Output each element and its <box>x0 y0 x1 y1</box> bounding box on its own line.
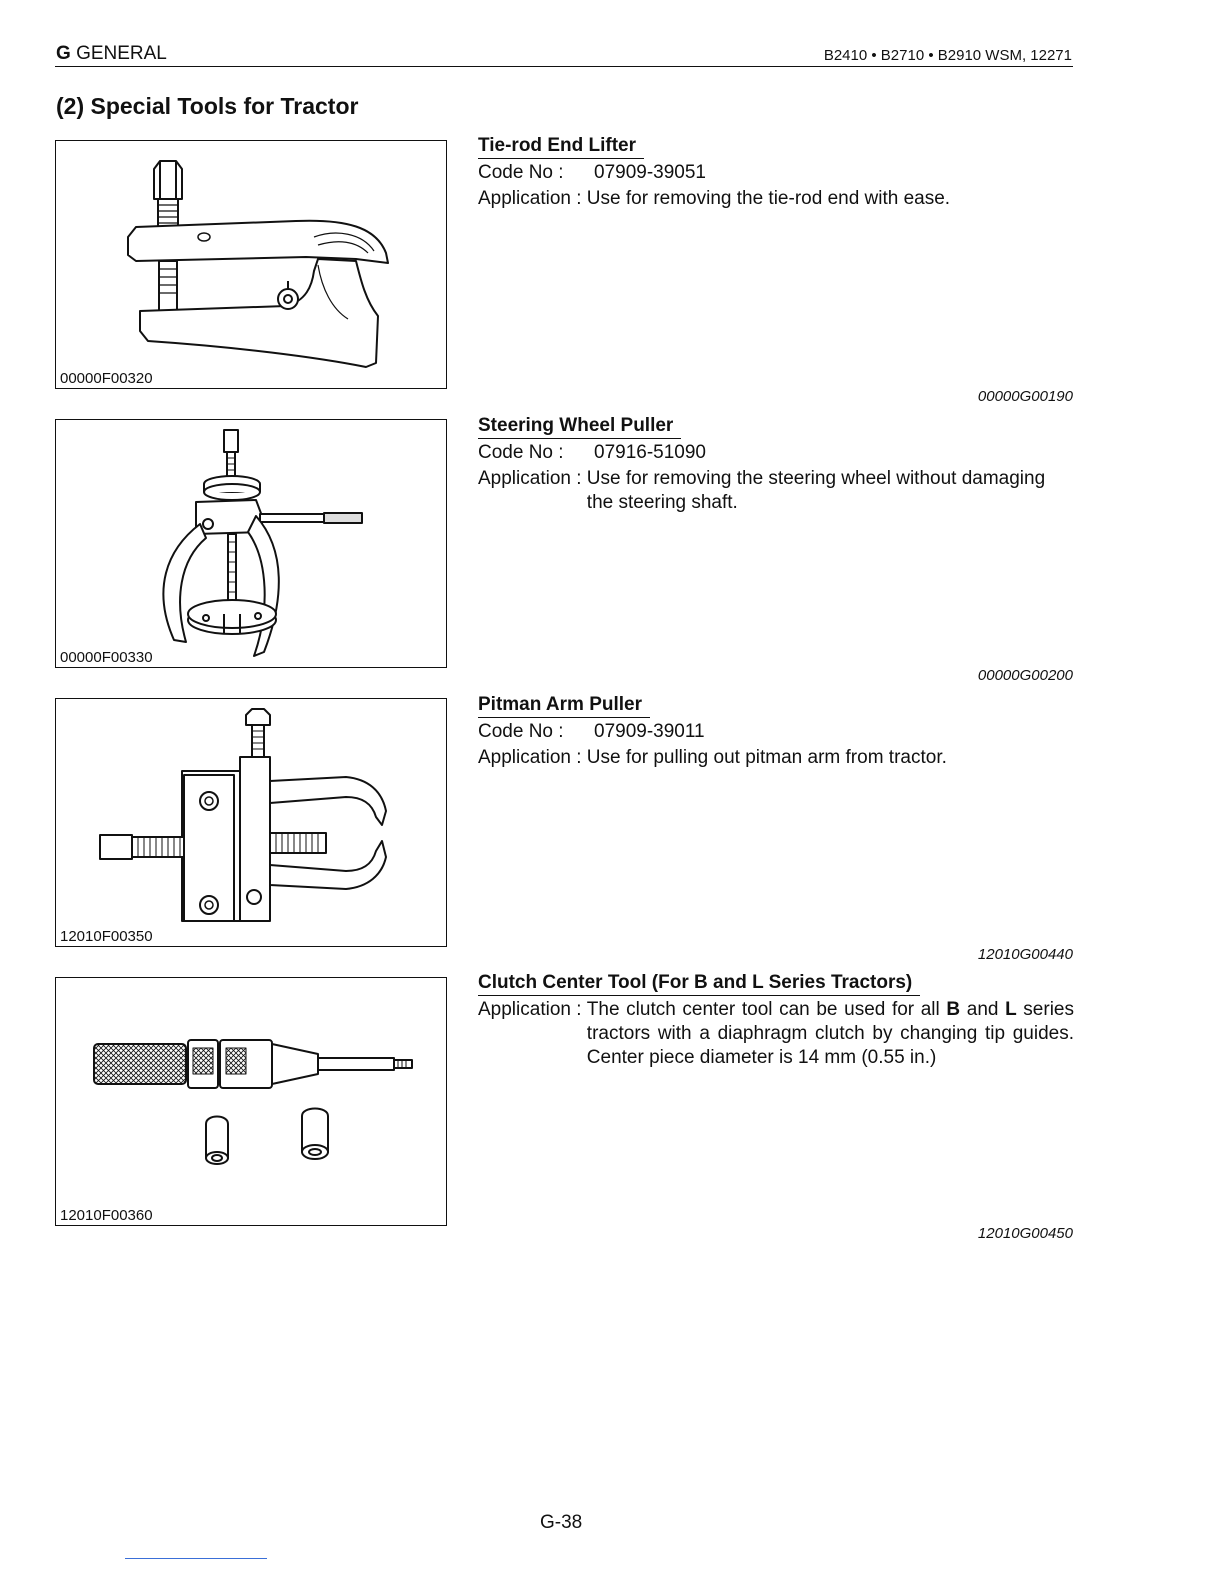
tool-tie-rod-end-lifter <box>478 134 1074 211</box>
code-row <box>478 441 1074 465</box>
code-value: 07916-51090 <box>594 442 706 463</box>
page-number: G-38 <box>540 1512 583 1533</box>
figure-code: 00000F00330 <box>60 649 153 666</box>
reference-code: 00000G00190 <box>977 388 1073 405</box>
figure-code: 12010F00350 <box>60 928 153 945</box>
figure-code: 12010F00360 <box>60 1207 153 1224</box>
application-row <box>478 467 1074 515</box>
tool-name: Clutch Center Tool (For B and L Series Tractors) <box>478 971 920 996</box>
application-label: Application : <box>478 468 582 489</box>
tie-rod-end-lifter-illustration <box>56 141 446 388</box>
figure-clutch-center-tool <box>55 977 447 1226</box>
application-text <box>587 998 1074 1070</box>
tool-clutch-center-tool <box>478 971 1074 1070</box>
figure-steering-wheel-puller <box>55 419 447 668</box>
series-l: L <box>1005 999 1017 1020</box>
application-row <box>478 746 1074 770</box>
tool-steering-wheel-puller <box>478 414 1074 515</box>
application-row <box>478 998 1074 1070</box>
tool-name: Tie-rod End Lifter <box>478 134 644 159</box>
application-text-part: The clutch center tool can be used for all <box>586 999 947 1020</box>
steering-wheel-puller-illustration <box>56 420 446 667</box>
code-row <box>478 161 1074 185</box>
application-label: Application : <box>478 999 582 1020</box>
tool-name: Steering Wheel Puller <box>478 414 681 439</box>
tool-name: Pitman Arm Puller <box>478 693 650 718</box>
section-header <box>56 43 167 65</box>
code-value: 07909-39051 <box>594 162 706 183</box>
code-label: Code No : <box>478 162 564 183</box>
application-text: Use for removing the tie-rod end with ease. <box>586 188 951 209</box>
pitman-arm-puller-illustration <box>56 699 446 946</box>
figure-code: 00000F00320 <box>60 370 153 387</box>
tool-pitman-arm-puller <box>478 693 1074 770</box>
reference-code: 12010G00440 <box>977 946 1073 963</box>
header-rule <box>55 66 1073 67</box>
figure-pitman-arm-puller <box>55 698 447 947</box>
application-text-part: and <box>960 999 1006 1020</box>
application-label: Application : <box>478 188 582 209</box>
figure-tie-rod-end-lifter <box>55 140 447 389</box>
clutch-center-tool-illustration <box>56 978 446 1225</box>
application-text: Use for removing the steering wheel without damaging the steering shaft. <box>586 468 1046 513</box>
code-label: Code No : <box>478 442 564 463</box>
code-value: 07909-39011 <box>594 721 705 742</box>
footer-line <box>125 1558 267 1559</box>
section-name: GENERAL <box>76 43 167 64</box>
application-text: Use for pulling out pitman arm from tractor. <box>586 747 947 768</box>
application-label: Application : <box>478 747 582 768</box>
code-label: Code No : <box>478 721 564 742</box>
application-text-part: series tractors with a diaphragm clutch by changing tip guides. Center piece diameter is 14 mm (0.55 in.) <box>586 999 1074 1068</box>
model-header: B2410 • B2710 • B2910 WSM, 12271 <box>823 47 1072 64</box>
reference-code: 12010G00450 <box>977 1225 1073 1242</box>
application-row <box>478 187 1074 211</box>
reference-code: 00000G00200 <box>977 667 1073 684</box>
page-title: (2) Special Tools for Tractor <box>56 93 359 119</box>
section-letter: G <box>56 43 71 64</box>
code-row <box>478 720 1074 744</box>
series-b: B <box>946 999 961 1020</box>
